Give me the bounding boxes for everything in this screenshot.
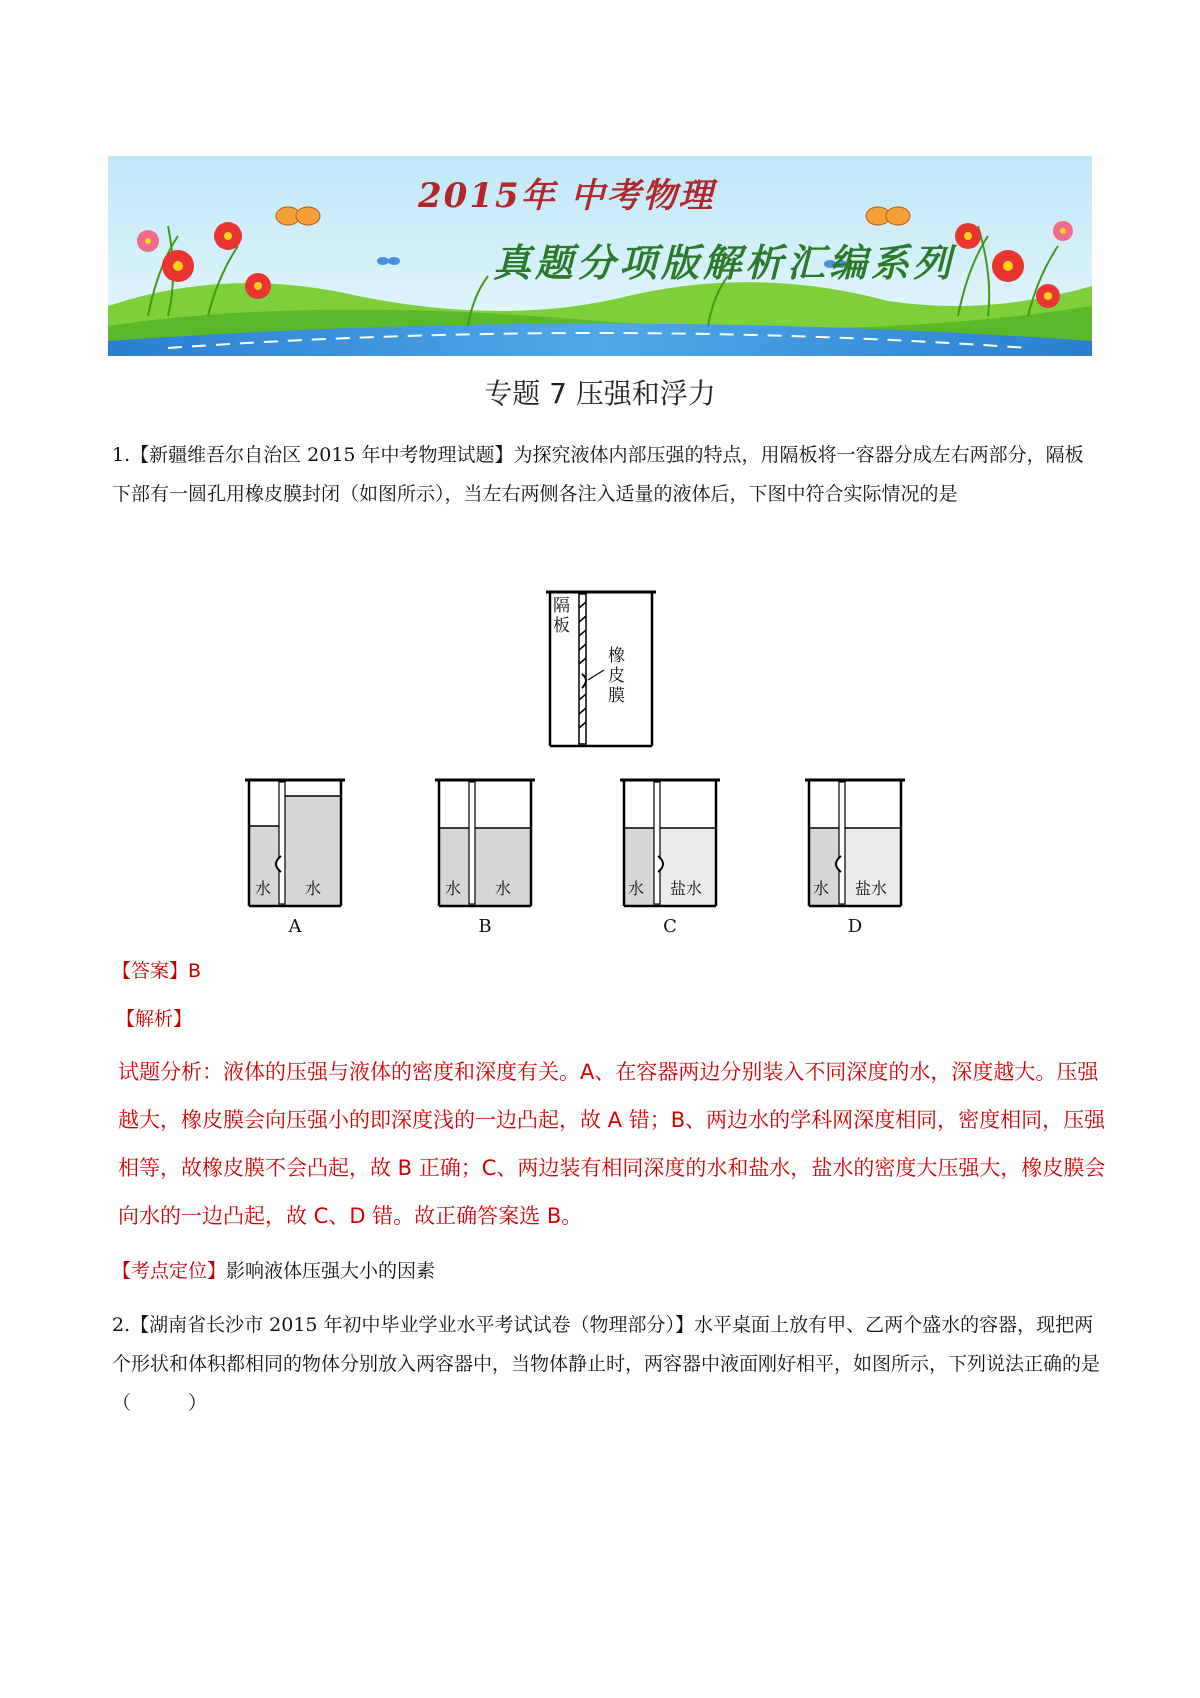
option-c-right-liquid: 盐水 (670, 879, 703, 898)
option-b-right-liquid: 水 (495, 879, 512, 898)
setup-diagram (546, 588, 656, 750)
option-a-right-liquid: 水 (305, 879, 322, 898)
answer-options-diagram (245, 776, 935, 936)
header-banner (108, 156, 1092, 356)
answer-line: 【答案】B (112, 960, 202, 982)
question-1-text: 1.【新疆维吾尔自治区 2015 年中考物理试题】为探究液体内部压强的特点，用隔板将一容器分成左右两部分，隔板下部有一圆孔用橡皮膜封闭（如图所示），当左右两侧各注入适量的液体后，下图中符合实际情况的是 (112, 444, 1084, 505)
analysis-heading: 【解析】 (116, 1008, 193, 1030)
option-b-label: B (478, 916, 492, 937)
analysis-text: 试题分析：液体的压强与液体的密度和深度有关。A、在容器两边分别装入不同深度的水，深度越大。压强越大，橡皮膜会向压强小的即深度浅的一边凸起，故 A 错；B、两边水的学科网深度相同，密度相同，压强相等，故橡皮膜不会凸起，故 B 正确；C、两边装有相同深度的水和盐水，盐水的密度大压强大，橡皮膜会向水的一边凸起，故 C、D 错。故正确答案选 B。 (118, 1060, 1106, 1228)
option-a-left-liquid: 水 (255, 879, 272, 898)
banner-title: 2015年 中考物理 (418, 176, 715, 216)
banner-subtitle: 真题分项版解析汇编系列 (493, 240, 956, 285)
option-d-right-liquid: 盐水 (855, 879, 888, 898)
option-c-label: C (663, 916, 677, 937)
option-d-beaker (805, 776, 905, 936)
option-c-beaker (620, 776, 720, 936)
partition-label: 隔板 (553, 596, 570, 636)
option-d-left-liquid: 水 (813, 879, 830, 898)
option-d-label: D (847, 916, 863, 937)
option-b-beaker (435, 776, 535, 936)
key-point-line (112, 1256, 435, 1283)
option-b-left-liquid: 水 (445, 879, 462, 898)
option-c-left-liquid: 水 (628, 879, 645, 898)
option-a-beaker (245, 776, 345, 936)
membrane-label: 橡皮膜 (608, 646, 625, 706)
key-point-label: 【考点定位】 (112, 1260, 227, 1282)
option-a-label: A (288, 916, 302, 937)
question-2-text: 2.【湖南省长沙市 2015 年初中毕业学业水平考试试卷（物理部分）】水平桌面上放有甲、乙两个盛水的容器，现把两个形状和体积都相同的物体分别放入两容器中，当物体静止时，两容器中液面刚好相平，如图所示，下列说法正确的是（ ） (112, 1314, 1101, 1414)
page-title: 专题 7 压强和浮力 (484, 377, 716, 410)
key-point-value: 影响液体压强大小的因素 (226, 1260, 436, 1282)
